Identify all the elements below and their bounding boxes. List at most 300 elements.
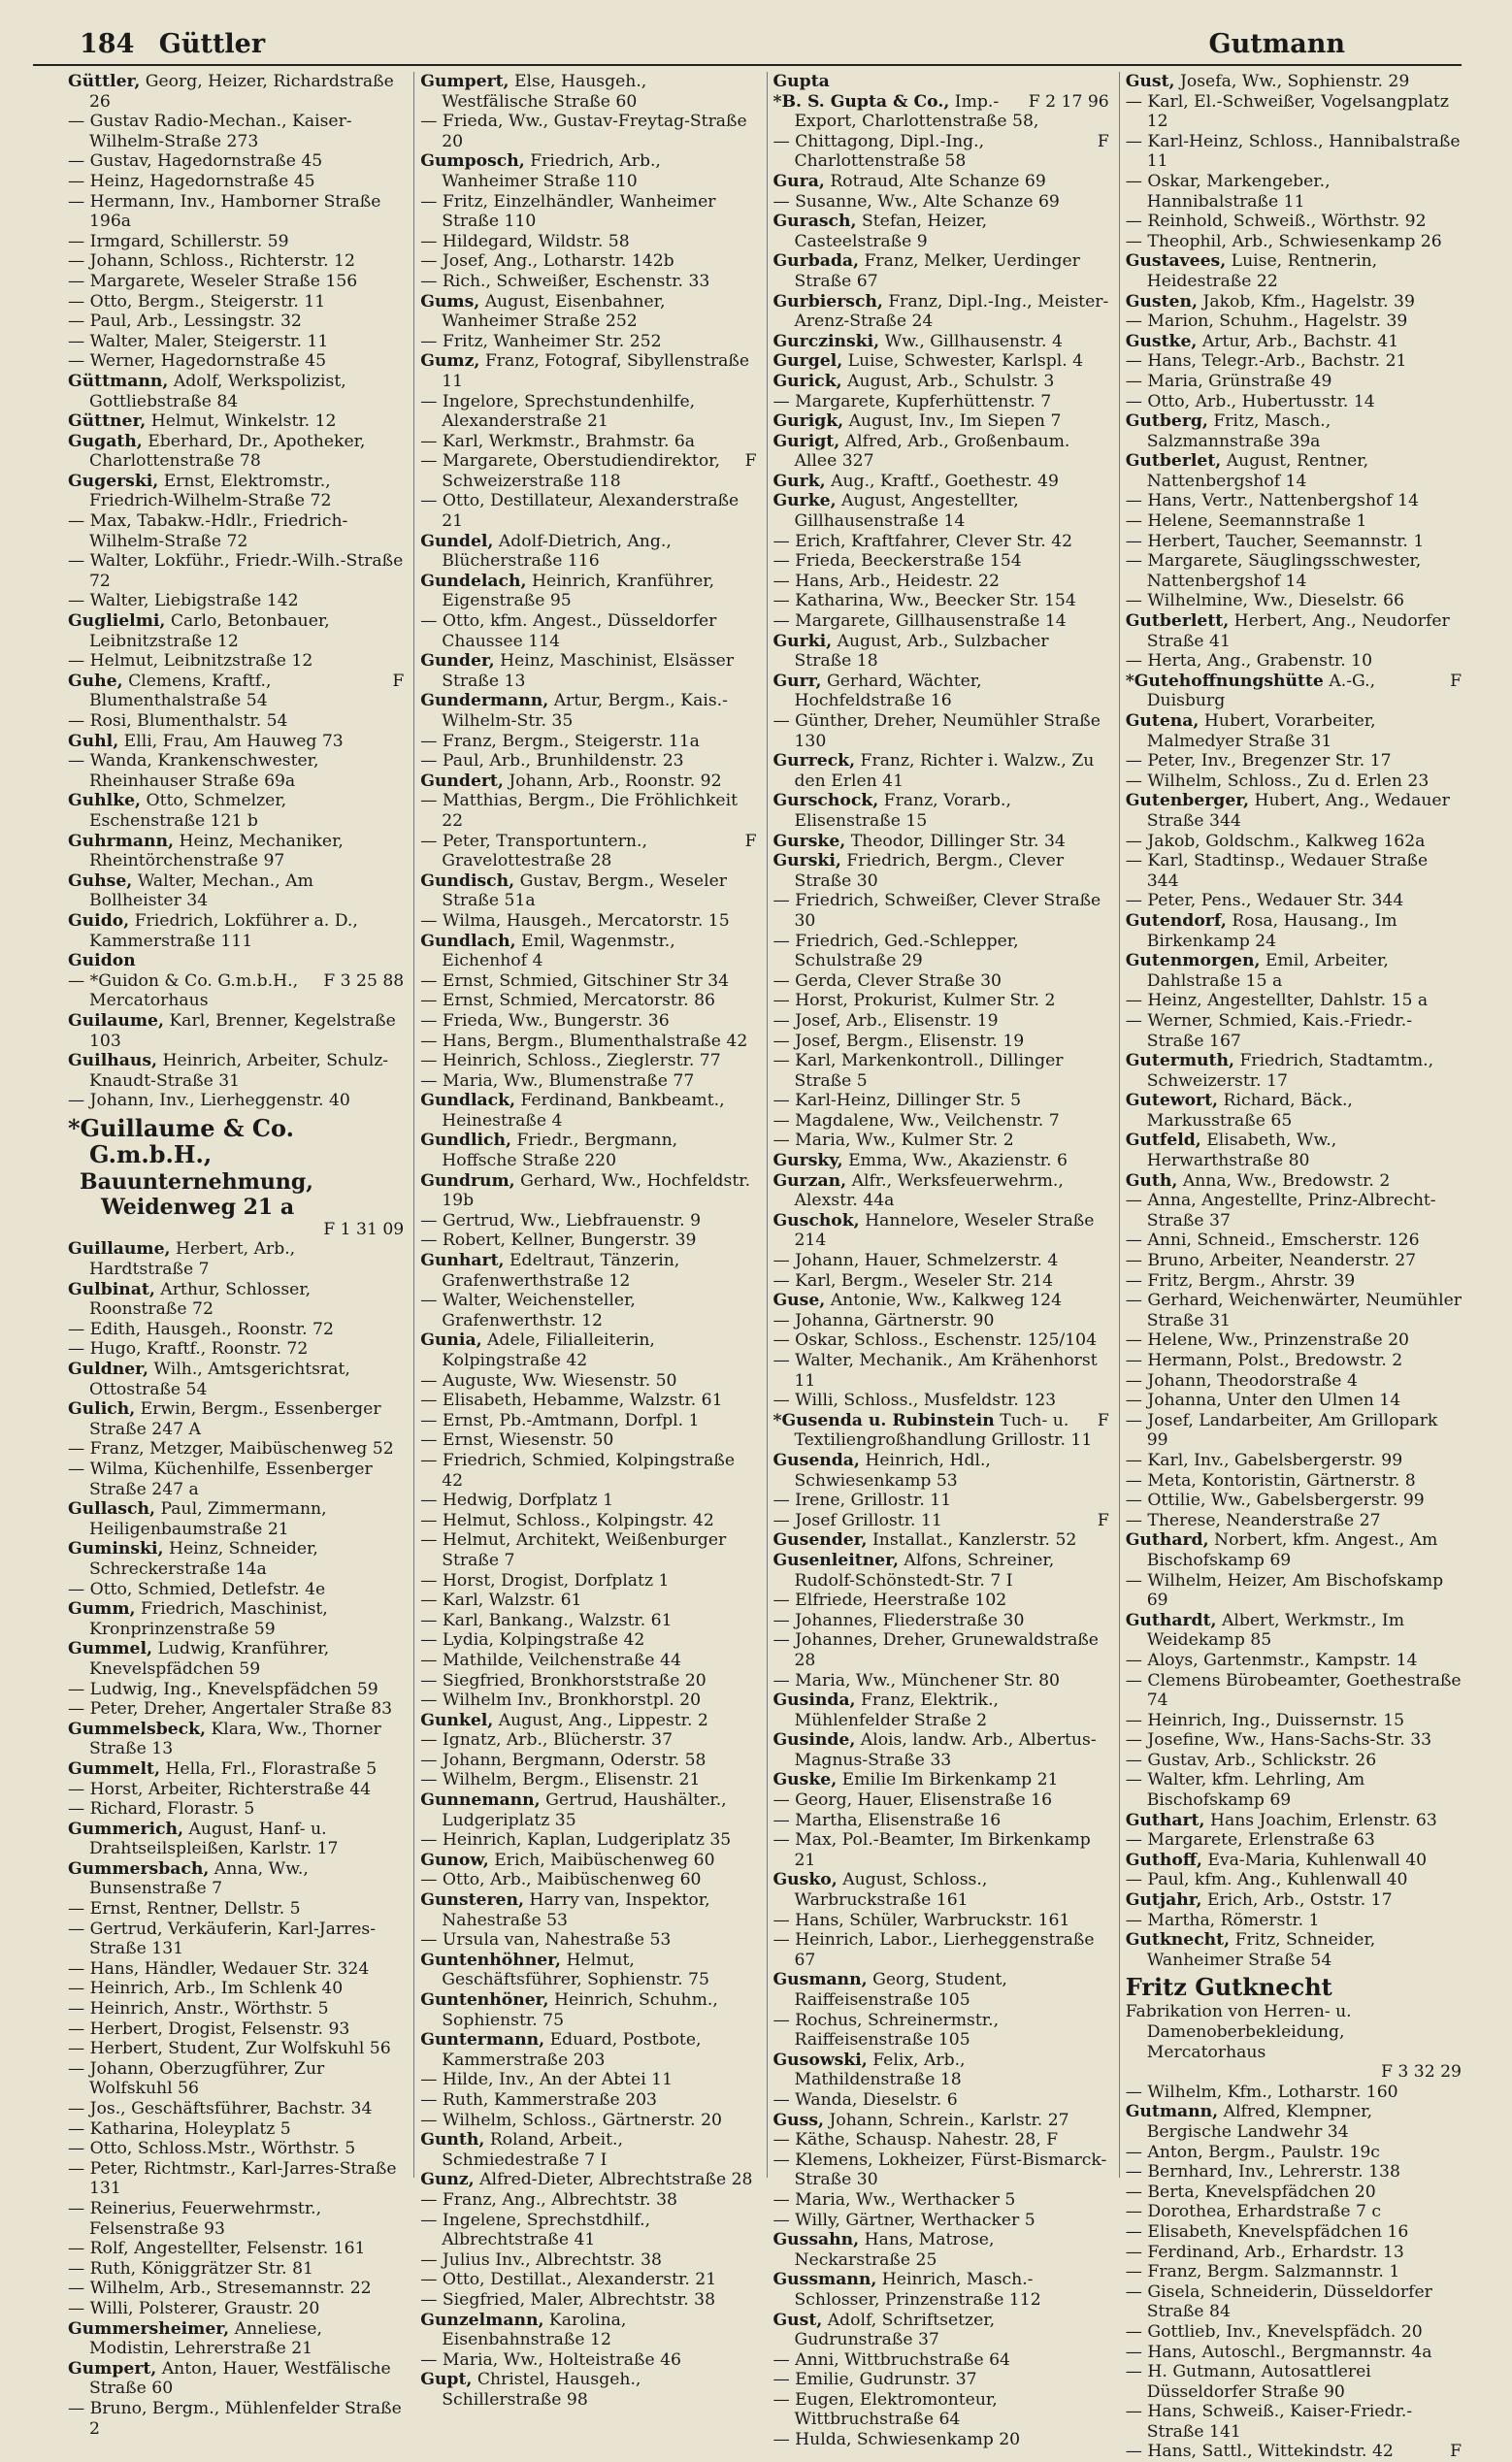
entry-text: — Richard, Florastr. 5 <box>68 1799 255 1820</box>
entry-text: Karl, Brenner, Kegelstraße 103 <box>89 1010 396 1051</box>
entry-text: Josefa, Ww., Sophienstr. 29 <box>1180 72 1410 91</box>
entry-text: — Wilma, Hausgeh., Mercatorstr. 15 <box>420 910 730 931</box>
entry-text: — Anni, Schneid., Emscherstr. 126 <box>1125 1231 1420 1251</box>
surname: Gusinde, <box>772 1730 856 1751</box>
list-item <box>68 1320 404 1340</box>
list-item <box>773 891 1109 931</box>
list-item <box>68 1979 404 1999</box>
entry-text: Ferdinand, Bankbeamt., Heinestraße 4 <box>442 1091 725 1131</box>
list-item <box>420 1651 756 1671</box>
list-item <box>420 1591 756 1611</box>
entry-text: — Hedwig, Dorfplatz 1 <box>420 1491 614 1511</box>
entry-text: — Ernst, Pb.-Amtmann, Dorfpl. 1 <box>420 1410 700 1430</box>
list-item <box>1126 2322 1462 2343</box>
list-item <box>68 472 404 511</box>
list-item <box>420 1990 756 2030</box>
list-item <box>68 251 404 272</box>
list-item <box>420 2030 756 2070</box>
entry-text: — Peter, Transportuntern., Gravelottestraße 28 <box>420 831 647 871</box>
list-item <box>1126 2362 1462 2402</box>
entry-text: — Bruno, Bergm., Mühlenfelder Straße 2 <box>68 2398 402 2439</box>
phone-number: F 3 25 88 <box>323 970 405 991</box>
entry-text: — Lydia, Kolpingstraße 42 <box>420 1630 645 1651</box>
entry-text: Christel, Hausgeh., Schillerstraße 98 <box>442 2370 641 2410</box>
surname: Guthardt, <box>1125 1610 1217 1630</box>
list-item <box>773 1151 1109 1171</box>
entry-text: — Karl, Inv., Gabelsbergerstr. 99 <box>1125 1450 1403 1470</box>
entry-text: — Berta, Knevelspfädchen 20 <box>1125 2182 1376 2202</box>
entry-text: — Martha, Elisenstraße 16 <box>772 1810 1002 1830</box>
list-item <box>420 732 756 752</box>
entry-text: — Rosi, Blumenthalstr. 54 <box>68 711 288 731</box>
surname: Gullasch, <box>68 1499 155 1520</box>
list-item <box>1126 511 1462 532</box>
entry-text: — Walter, Weichensteller, Grafenwerthstr. 12 <box>420 1291 636 1330</box>
list-item <box>773 1530 1109 1551</box>
list-item <box>773 1111 1109 1132</box>
entry-text: Ludwig, Kranführer, Knevelspfädchen 59 <box>89 1639 330 1679</box>
list-item <box>1126 991 1462 1011</box>
surname: Gunsteren, <box>420 1890 524 1911</box>
entry-text: — Otto, Arb., Hubertusstr. 14 <box>1125 391 1375 411</box>
surname: Gutermuth, <box>1125 1051 1234 1071</box>
list-item <box>773 251 1109 291</box>
list-item <box>1126 1271 1462 1292</box>
list-item <box>1126 711 1462 751</box>
list-item <box>1126 372 1462 392</box>
surname: Gutewort, <box>1125 1091 1219 1111</box>
entry-text: — Margarete, Gillhausenstraße 14 <box>772 611 1067 632</box>
list-item <box>773 1091 1109 1111</box>
list-item <box>420 1371 756 1392</box>
list-item <box>420 911 756 932</box>
entry-text: — Helmut, Schloss., Kolpingstr. 42 <box>420 1510 714 1530</box>
list-item <box>420 572 756 611</box>
surname: Guthart, <box>1125 1810 1205 1830</box>
entry-text: Rotraud, Alte Schanze 69 <box>830 171 1046 191</box>
list-item <box>1126 1671 1462 1711</box>
list-item <box>68 312 404 332</box>
list-item <box>68 1580 404 1600</box>
list-item <box>773 212 1109 251</box>
list-item <box>1126 591 1462 611</box>
entry-text: — Hans, Sattl., Wittekindstr. 42 <box>1125 2442 1394 2462</box>
entry-text: — Marion, Schuhm., Hagelstr. 39 <box>1125 312 1408 332</box>
phone-number: F <box>744 831 757 851</box>
entry-text: Gerhard, Ww., Hochfeldstr. 19b <box>442 1170 751 1211</box>
surname: Gundermann, <box>420 691 549 711</box>
entry-text: — Josefine, Ww., Hans-Sachs-Str. 33 <box>1125 1730 1432 1751</box>
header-left-keyword: Güttler <box>158 29 266 59</box>
page-number: 184 <box>80 29 135 59</box>
entry-text: — Emilie, Gudrunstr. 37 <box>772 2370 977 2390</box>
entry-text: Hannelore, Weseler Straße 214 <box>794 1210 1095 1251</box>
list-item <box>68 651 404 672</box>
list-item <box>1126 1770 1462 1810</box>
list-item <box>1126 132 1462 172</box>
entry-text: — Gerda, Clever Straße 30 <box>772 970 1002 991</box>
entry-text: Theodor, Dillinger Str. 34 <box>850 831 1066 851</box>
entry-text: — Johannes, Fliederstraße 30 <box>772 1610 1025 1630</box>
surname: Gummelt, <box>68 1758 160 1779</box>
surname: Gusmann, <box>772 1970 868 1990</box>
surname: Gustke, <box>1125 331 1198 351</box>
list-item <box>1126 351 1462 372</box>
list-item <box>420 1730 756 1751</box>
entry-text: — Gerhard, Weichenwärter, Neumühler Straße 31 <box>1125 1291 1462 1330</box>
list-item <box>68 1639 404 1679</box>
entry-text: — Johann, Inv., Lierheggenstr. 40 <box>68 1091 350 1111</box>
list-item <box>420 2070 756 2090</box>
entry-text: — Klemens, Lokheizer, Fürst-Bismarck-Straße 30 <box>772 2150 1107 2190</box>
list-item <box>1126 2402 1462 2442</box>
list-item <box>68 911 404 951</box>
list-item <box>1126 832 1462 852</box>
entry-text: Franz, Richter i. Walzw., Zu den Erlen 41 <box>794 751 1095 791</box>
surname: Gurske, <box>772 831 846 851</box>
list-item <box>420 72 756 112</box>
entry-text: Tuch- u. Textiliengroßhandlung Grillostr. 11 <box>794 1410 1093 1451</box>
entry-text: — Paul, kfm. Ang., Kuhlenwall 40 <box>1125 1870 1408 1890</box>
list-item <box>773 1271 1109 1292</box>
list-item <box>1126 2143 1462 2163</box>
entry-text: — Gottlieb, Inv., Knevelspfädch. 20 <box>1125 2321 1423 2342</box>
list-item <box>420 2111 756 2131</box>
list-item <box>1126 651 1462 672</box>
entry-text: Stefan, Heizer, Casteelstraße 9 <box>794 212 988 251</box>
surname: Gundisch, <box>420 870 515 891</box>
surname: Gurki, <box>772 631 833 651</box>
surname: Gurreck, <box>772 751 856 771</box>
surname: Gundelach, <box>420 571 527 591</box>
phone-number: F <box>1097 1410 1109 1430</box>
surname: Gurbada, <box>772 251 860 272</box>
list-item <box>68 1280 404 1320</box>
surname: Gutena, <box>1125 711 1200 731</box>
entry-text: — Ernst, Schmied, Mercatorstr. 86 <box>420 991 715 1011</box>
list-item <box>1126 392 1462 412</box>
list-item <box>420 1251 756 1291</box>
entry-text: — Elfriede, Heerstraße 102 <box>772 1591 1007 1611</box>
entry-text: Alfred, Klempner, Bergische Landwehr 34 <box>1146 2102 1373 2142</box>
entry-text: — Otto, Schmied, Detlefstr. 4e <box>68 1579 326 1599</box>
list-item <box>420 151 756 191</box>
list-item <box>773 2111 1109 2131</box>
surname: Gunow, <box>420 1850 489 1870</box>
list-item <box>1126 2102 1462 2142</box>
entry-text: — Fritz, Bergm., Ahrstr. 39 <box>1125 1270 1356 1291</box>
list-item <box>68 711 404 732</box>
list-item <box>420 832 756 871</box>
entry-text: — Werner, Hagedornstraße 45 <box>68 351 327 372</box>
entry-text: Emil, Arbeiter, Dahlstraße 15 a <box>1146 951 1389 991</box>
list-item <box>773 611 1109 632</box>
list-item <box>1126 1811 1462 1831</box>
entry-text: — Ingelore, Sprechstundenhilfe, Alexanderstraße 21 <box>420 391 696 432</box>
surname: Guhl, <box>68 731 119 751</box>
list-item <box>773 1211 1109 1251</box>
entry-text: — Hulda, Schwiesenkamp 20 <box>772 2430 1021 2450</box>
entry-text: — Friedrich, Schweißer, Clever Straße 30 <box>772 891 1101 931</box>
list-item <box>68 1920 404 1959</box>
entry-text: — Meta, Kontoristin, Gärtnerstr. 8 <box>1125 1470 1416 1491</box>
entry-text: Adolf, Schriftsetzer, Gudrunstraße 37 <box>794 2310 996 2350</box>
entry-text: — Hermann, Inv., Hamborner Straße 196a <box>68 191 381 232</box>
list-item <box>68 272 404 292</box>
entry-text: Anna, Ww., Bredowstr. 2 <box>1182 1170 1391 1191</box>
list-item <box>68 1460 404 1499</box>
entry-text: Erich, Maibüschenweg 60 <box>494 1850 715 1870</box>
entry-text: Karolina, Eisenbahnstraße 12 <box>442 2310 627 2350</box>
entry-text: Hella, Frl., Florastraße 5 <box>165 1758 378 1779</box>
list-item <box>68 2139 404 2159</box>
list-item <box>773 832 1109 852</box>
entry-text: Emma, Ww., Akazienstr. 6 <box>848 1151 1068 1171</box>
surname: Gurczinski, <box>772 331 880 351</box>
entry-text: — Elisabeth, Knevelspfädchen 16 <box>1125 2221 1409 2242</box>
list-item <box>420 1011 756 1032</box>
list-item <box>1126 891 1462 911</box>
entry-text: — Josef Grillostr. 11 <box>772 1510 942 1530</box>
entry-text: — Otto, Schloss.Mstr., Wörthstr. 5 <box>68 2139 356 2159</box>
entry-text: — Maria, Ww., Münchener Str. 80 <box>772 1670 1060 1691</box>
entry-text: — Heinrich, Kaplan, Ludgeriplatz 35 <box>420 1830 732 1851</box>
entry-text: — Gertrud, Verkäuferin, Karl-Jarres-Straße 131 <box>68 1919 377 1959</box>
list-item <box>420 432 756 452</box>
list-item <box>1126 551 1462 591</box>
entry-text: August, Ang., Lippestr. 2 <box>498 1710 708 1730</box>
list-item <box>773 292 1109 332</box>
entry-text: — Hans, Schüler, Warbruckstr. 161 <box>772 1910 1070 1930</box>
list-item <box>773 532 1109 552</box>
surname: Gusender, <box>772 1530 868 1551</box>
list-item <box>1126 1511 1462 1531</box>
surname: Gutjahr, <box>1125 1890 1202 1911</box>
entry-text: — Helene, Ww., Prinzenstraße 20 <box>1125 1330 1409 1351</box>
surname: Güttmann, <box>68 371 169 391</box>
entry-text: — Jos., Geschäftsführer, Bachstr. 34 <box>68 2099 373 2118</box>
entry-text: — Franz, Ang., Albrechtstr. 38 <box>420 2189 677 2210</box>
list-item <box>420 1571 756 1592</box>
list-item <box>420 1451 756 1491</box>
surname: Gurzan, <box>772 1170 847 1191</box>
surname: Gurigk, <box>772 411 844 432</box>
entry-text: — Wanda, Dieselstr. 6 <box>772 2089 958 2110</box>
entry-text: — Maria, Ww., Kulmer Str. 2 <box>772 1131 1014 1151</box>
entry-text: — Otto, Destillat., Alexanderstr. 21 <box>420 2270 717 2290</box>
entry-text: — Wilhelm Inv., Bronkhorstpl. 20 <box>420 1691 702 1711</box>
list-item <box>773 2150 1109 2190</box>
entry-text: Heinrich, Schuhm., Sophienstr. 75 <box>442 1990 718 2030</box>
entry-text: — Horst, Prokurist, Kulmer Str. 2 <box>772 991 1056 1011</box>
entry-text: — Helmut, Leibnitzstraße 12 <box>68 651 313 672</box>
list-item <box>68 2019 404 2040</box>
entry-text: Heinrich, Masch.-Schlosser, Prinzenstraße 112 <box>794 2270 1041 2310</box>
entry-text: Friedrich, Lokführer a. D., Kammerstraße 111 <box>89 910 358 951</box>
list-item <box>1126 292 1462 312</box>
surname: Gupta <box>772 72 830 91</box>
entry-text: — Frieda, Ww., Gustav-Freytag-Straße 20 <box>420 112 747 151</box>
phone-number: F <box>1450 2442 1462 2462</box>
entry-text: — Käthe, Schausp. Nahestr. 28, F <box>772 2130 1059 2150</box>
list-item <box>1126 532 1462 552</box>
list-item <box>420 1711 756 1731</box>
entry-text: Emil, Wagenmstr., Eichenhof 4 <box>442 931 675 971</box>
list-item <box>773 751 1109 791</box>
list-item <box>68 791 404 831</box>
entry-text: — Ernst, Wiesenstr. 50 <box>420 1430 614 1451</box>
list-item <box>420 451 756 491</box>
entry-text: — Hans, Arb., Heidestr. 22 <box>772 571 1000 591</box>
surname: Gura, <box>772 171 825 191</box>
entry-text: — Elisabeth, Hebamme, Walzstr. 61 <box>420 1391 723 1411</box>
phone-number: F <box>744 451 757 472</box>
list-item <box>773 2090 1109 2111</box>
list-item <box>420 192 756 232</box>
entry-text: — Hans, Telegr.-Arb., Bachstr. 21 <box>1125 351 1407 372</box>
list-item <box>68 1680 404 1700</box>
entry-text: — Wilhelm, Schloss., Gärtnerstr. 20 <box>420 2110 722 2130</box>
list-item <box>68 232 404 252</box>
entry-text: Felix, Arb., Mathildenstraße 18 <box>794 2050 966 2090</box>
list-item <box>420 1611 756 1631</box>
surname: Gusenleitner, <box>772 1550 899 1570</box>
list-item <box>68 2159 404 2199</box>
list-item <box>68 1399 404 1439</box>
list-item <box>773 1930 1109 1970</box>
list-item <box>1126 411 1462 451</box>
surname: Gundert, <box>420 771 504 791</box>
entry-text: — Heinrich, Ing., Duissernstr. 15 <box>1125 1710 1405 1730</box>
entry-text: Emilie Im Birkenkamp 21 <box>841 1770 1059 1790</box>
list-item <box>773 591 1109 611</box>
entry-text: Antonie, Ww., Kalkweg 124 <box>830 1291 1063 1311</box>
list-item <box>1126 1051 1462 1091</box>
entry-text: — Johann, Hauer, Schmelzerstr. 4 <box>772 1251 1059 1271</box>
surname: Gumpert, <box>68 2358 157 2379</box>
surname: Gumm, <box>68 1599 136 1620</box>
entry-text: — Hildegard, Wildstr. 58 <box>420 231 630 251</box>
surname: *Gutehoffnungshütte <box>1125 671 1324 691</box>
entry-text: — Margarete, Säuglingsschwester, Nattenbergshof 14 <box>1125 551 1422 591</box>
list-item <box>1126 72 1462 92</box>
list-item <box>773 991 1109 1011</box>
surname: Gutberlett, <box>1125 611 1230 632</box>
entry-text: — Auguste, Ww. Wiesenstr. 50 <box>420 1370 677 1391</box>
list-item <box>420 2090 756 2111</box>
surname: Gurick, <box>772 371 842 391</box>
list-item <box>420 1770 756 1790</box>
entry-text: — Peter, Pens., Wedauer Str. 344 <box>1125 891 1404 911</box>
entry-text: — Friedrich, Schmied, Kolpingstraße 42 <box>420 1450 736 1491</box>
list-item <box>773 132 1109 172</box>
list-item <box>1126 2162 1462 2183</box>
phone-number: F 2 17 96 <box>1028 91 1109 112</box>
list-item <box>68 1051 404 1091</box>
entry-text: August, Arb., Sulzbacher Straße 18 <box>794 631 1049 672</box>
entry-text: — Fritz, Wanheimer Str. 252 <box>420 331 662 351</box>
list-item <box>68 2299 404 2319</box>
list-item <box>773 372 1109 392</box>
list-item <box>68 2259 404 2280</box>
list-item <box>420 1890 756 1930</box>
column-3 <box>767 72 1109 2450</box>
surname: Gulbinat, <box>68 1279 155 1299</box>
entry-text: — Wilhelm, Heizer, Am Bischofskamp 69 <box>1125 1570 1444 1611</box>
entry-text: — Willy, Gärtner, Werthacker 5 <box>772 2210 1035 2230</box>
list-item <box>68 2279 404 2299</box>
list-item <box>773 1011 1109 1032</box>
entry-text: — Paul, Arb., Brunhildenstr. 23 <box>420 751 684 771</box>
list-item <box>1126 1730 1462 1751</box>
entry-text: — Hermann, Polst., Bredowstr. 2 <box>1125 1351 1403 1370</box>
entry-text: — Ursula van, Nahestraße 53 <box>420 1930 672 1951</box>
list-item <box>773 1770 1109 1790</box>
list-item <box>68 1011 404 1051</box>
list-item <box>68 951 404 971</box>
entry-text: Georg, Student, Raiffeisenstraße 105 <box>794 1970 1007 2010</box>
list-item <box>1126 851 1462 891</box>
entry-text: — Heinrich, Anstr., Wörthstr. 5 <box>68 1999 329 2019</box>
entry-text: August, Eisenbahner, Wanheimer Straße 252 <box>442 291 666 332</box>
surname: Gutberlet, <box>1125 451 1222 472</box>
list-item <box>773 2211 1109 2231</box>
entry-text: — Rolf, Angestellter, Felsenstr. 161 <box>68 2239 366 2259</box>
list-item <box>1126 1571 1462 1611</box>
surname: *Gusenda u. Rubinstein <box>772 1410 995 1430</box>
list-item <box>420 2211 756 2250</box>
entry-text: — Anni, Wittbruchstraße 64 <box>772 2349 1010 2370</box>
list-item <box>773 1870 1109 1910</box>
ad-title: Fritz Gutknecht <box>1125 1973 1332 2002</box>
entry-text: — Karl, Werkmstr., Brahmstr. 6a <box>420 431 696 451</box>
surname: Guido, <box>68 910 130 931</box>
entry-text: — Helmut, Architekt, Weißenburger Straße 7 <box>420 1530 727 1570</box>
entry-text: — Gustav, Arb., Schlickstr. 26 <box>1125 1750 1377 1770</box>
entry-text: — Anna, Angestellte, Prinz-Albrecht-Straße 37 <box>1125 1191 1436 1231</box>
entry-text: — Irmgard, Schillerstr. 59 <box>68 231 289 251</box>
entry-text: August, Arb., Schulstr. 3 <box>847 371 1055 391</box>
entry-text: — Siegfried, Maler, Albrechtstr. 38 <box>420 2289 716 2310</box>
list-item <box>773 971 1109 992</box>
list-item <box>420 332 756 352</box>
entry-text: — Karl-Heinz, Dillinger Str. 5 <box>772 1091 1022 1111</box>
list-item <box>773 2311 1109 2350</box>
list-item <box>68 332 404 352</box>
entry-text: Georg, Heizer, Richardstraße 26 <box>89 72 394 112</box>
list-item <box>420 1691 756 1711</box>
list-item <box>1126 672 1462 711</box>
list-item <box>773 2051 1109 2090</box>
surname: Gunder, <box>420 651 495 672</box>
entry-text: — Günther, Dreher, Neumühler Straße 130 <box>772 711 1101 751</box>
list-item <box>1126 1911 1462 1931</box>
list-item <box>68 2039 404 2059</box>
entry-text: — Walter, Mechanik., Am Krähenhorst 11 <box>772 1351 1098 1391</box>
list-item <box>420 2370 756 2410</box>
surname: Guhe, <box>68 671 123 691</box>
entry-text: Alois, landw. Arb., Albertus-Magnus-Straße 33 <box>794 1730 1097 1770</box>
entry-text: — Hans, Vertr., Nattenbergshof 14 <box>1125 491 1419 511</box>
entry-text: — Wilhelm, Bergm., Elisenstr. 21 <box>420 1770 701 1790</box>
entry-text: Hans, Matrose, Neckarstraße 25 <box>794 2230 995 2270</box>
list-item <box>420 1231 756 1251</box>
entry-text: — Karl-Heinz, Schloss., Hannibalstraße 11 <box>1125 131 1461 172</box>
list-item <box>773 1291 1109 1311</box>
entry-text: — Johannes, Dreher, Grunewaldstraße 28 <box>772 1630 1099 1670</box>
list-item <box>1126 2243 1462 2263</box>
entry-text: — Franz, Bergm., Steigerstr. 11a <box>420 731 700 751</box>
